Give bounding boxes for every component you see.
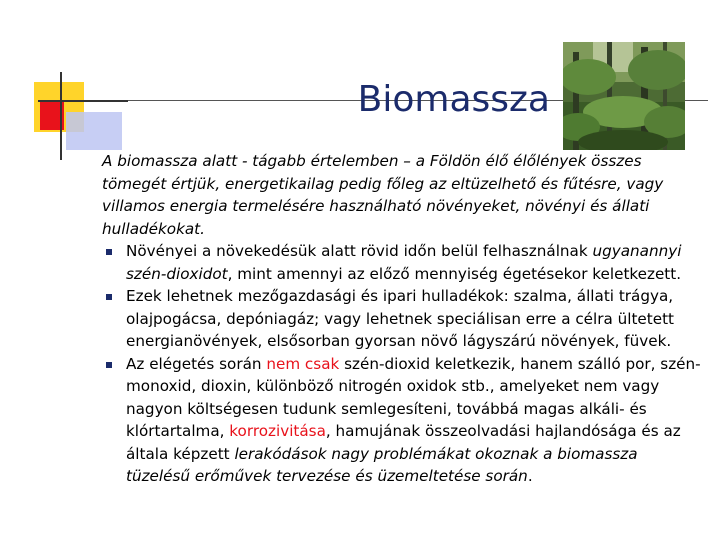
bullet-text-3: Az elégetés során nem csak szén-dioxid keletkezik, hanem szálló por, szén-monoxid, dioxin, különböző nitrogén oxidok stb., amelyeket nem vagy nagyon költségesen tudunk semlegesíteni, továbbá magas alkáli- és klórtartalma, korrozivitása, hamujának összeolvadási hajlandósága és az általa képzett lerakódások nagy problémákat okoznak a biomassza tüzelésű erőművek tervezése és üzemeltetése során. bbox=[126, 354, 701, 485]
italic-emphasis: lerakódások nagy problémákat okoznak a biomassza tüzelésű erőművek tervezése és üzemeltetése során bbox=[126, 444, 638, 485]
decorative-vertical-line bbox=[60, 72, 62, 160]
bullet-text-2: Ezek lehetnek mezőgazdasági és ipari hulladékok: szalma, állati trágya, olajpogácsa, depóniagáz; vagy lehetnek speciálisan erre a célra ültetett energianövények, elsősorban gyorsan növő lágyszárú növények, füvek. bbox=[126, 287, 674, 350]
bullet-item-2 bbox=[102, 285, 702, 353]
red-highlight: korrozivitása bbox=[229, 422, 326, 440]
slide-title: Biomassza bbox=[357, 79, 550, 120]
forest-photo bbox=[563, 42, 685, 150]
bullet-item-1 bbox=[102, 240, 702, 285]
italic-emphasis: ugyanannyi szén-dioxidot bbox=[126, 242, 682, 283]
red-highlight: nem csak bbox=[266, 354, 340, 373]
bullet-item-3 bbox=[102, 353, 702, 488]
decorative-line-accent bbox=[38, 100, 128, 102]
square-bullet-icon bbox=[106, 294, 112, 300]
intro-paragraph: A biomassza alatt - tágabb értelemben – a Földön élő élőlények összes tömegét értjük, energetikailag pedig főleg az eltüzelhető és fűtésre, vagy villamos energia termelésére használható növényeket, növényi és állati hulladékokat. bbox=[102, 152, 664, 238]
bullet-text-1: Növényei a növekedésük alatt rövid időn belül felhasználnak ugyanannyi szén-dioxidot, mint amennyi az előző mennyiség égetésekor keletkezett. bbox=[126, 242, 682, 283]
decorative-blue-square bbox=[66, 112, 122, 150]
forest-image bbox=[563, 42, 685, 150]
bullet-list bbox=[102, 240, 702, 488]
slide-body bbox=[102, 150, 702, 488]
square-bullet-icon bbox=[106, 362, 112, 368]
square-bullet-icon bbox=[106, 249, 112, 255]
